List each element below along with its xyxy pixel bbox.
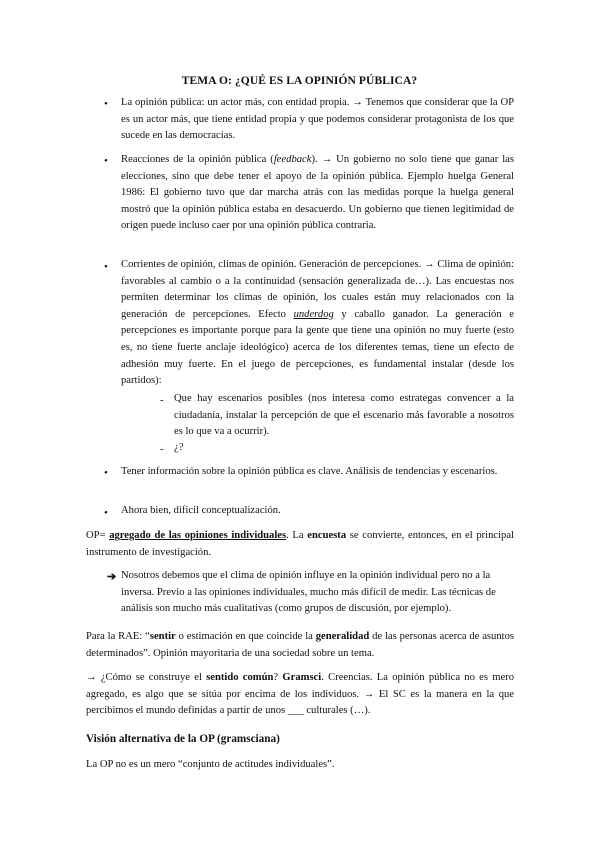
- subdash-1-text: Que hay escenarios posibles (nos interesa como estrategas convencer a la ciudadanía, instalar la percepción de que el escenario más favorable a nosotros es lo que va a ocurrir).: [174, 393, 514, 438]
- bullet-marker: •: [104, 98, 108, 110]
- bullet-2-text: Reacciones de la opinión pública (feedback). → Un gobierno no solo tiene que ganar las elecciones, sino que debe tener el apoyo de la opinión pública. Ejemplo huelga General 1986: El gobierno tuvo que dar marcha atrás con las medidas porque la huelga general mostró que la opinión pública estaba en desacuerdo. Un gobierno que tienen legitimidad de origen puede incluso caer por una opinión pública contraria.: [121, 154, 514, 232]
- rae-paragraph: Para la RAE: “sentir o estimación en que coincide la generalidad de las personas acerca de asuntos determinados”. Opinión mayoritaria de una sociedad sobre un tema.: [86, 631, 515, 659]
- dash-marker: -: [160, 394, 164, 406]
- bullet-1-text: La opinión pública: un actor más, con entidad propia. → Tenemos que considerar que la OP es un actor más, que tiene entidad propia y que podemos considerar protagonista de los que sucede en las democracias.: [121, 97, 514, 142]
- arrow-paragraph: Nosotros debemos que el clima de opinión influye en la opinión individual pero no a la inversa. Previo a las opiniones individuales, mucho más difícil de medir. Las técnicas de análisis son mucho más cualitativas (como grupos de discusión, por ejemplo).: [121, 570, 496, 615]
- document-title: TEMA O: ¿QUÉ ES LA OPINIÓN PÚBLICA?: [181, 75, 418, 87]
- bullet-3-text: Corrientes de opinión, climas de opinión. Generación de percepciones. → Clima de opinión: favorables al cambio o a la continuidad (sensación generalizada de…). Las encuestas nos permiten determinar los climas de opinión, los cuales están muy relacionados con la generación de percepciones. Efecto underdog y caballo ganador. La generación e percepciones es importante porque para la gente que tiene una opinión no muy fuerte (esto es, no tiene fuerte anclaje ideológico) acerca de los diferentes temas, tiene un efecto de adhesión muy fuerte. En el juego de percepciones, es fundamental instalar (desde los partidos):: [121, 259, 514, 387]
- subdash-2-text: ¿?: [174, 442, 184, 453]
- sentido-comun-paragraph: → ¿Cómo se construye el sentido común? Gramsci. Creencias. La opinión pública no es mero agregado, es algo que se sitúa por encima de los individuos. → El SC es la manera en la que percibimos el mundo definidas a partir de unos ___ culturales (…).: [86, 672, 515, 717]
- op-definition-paragraph: OP= agregado de las opiniones individuales. La encuesta se convierte, entonces, en el principal instrumento de investigación.: [86, 530, 514, 558]
- dash-marker: -: [160, 443, 164, 455]
- final-paragraph: La OP no es un mero “conjunto de actitudes individuales”.: [86, 759, 335, 770]
- bullet-5-text: Ahora bien, difícil conceptualización.: [121, 505, 281, 516]
- bullet-marker: •: [104, 155, 108, 167]
- bullet-marker: •: [104, 507, 108, 519]
- bullet-4-text: Tener información sobre la opinión pública es clave. Análisis de tendencias y escenarios.: [121, 466, 498, 477]
- bullet-marker: •: [104, 467, 108, 479]
- arrow-icon: ➔: [107, 571, 117, 583]
- bullet-marker: •: [104, 261, 108, 273]
- section-heading: Visión alternativa de la OP (gramsciana): [86, 733, 280, 745]
